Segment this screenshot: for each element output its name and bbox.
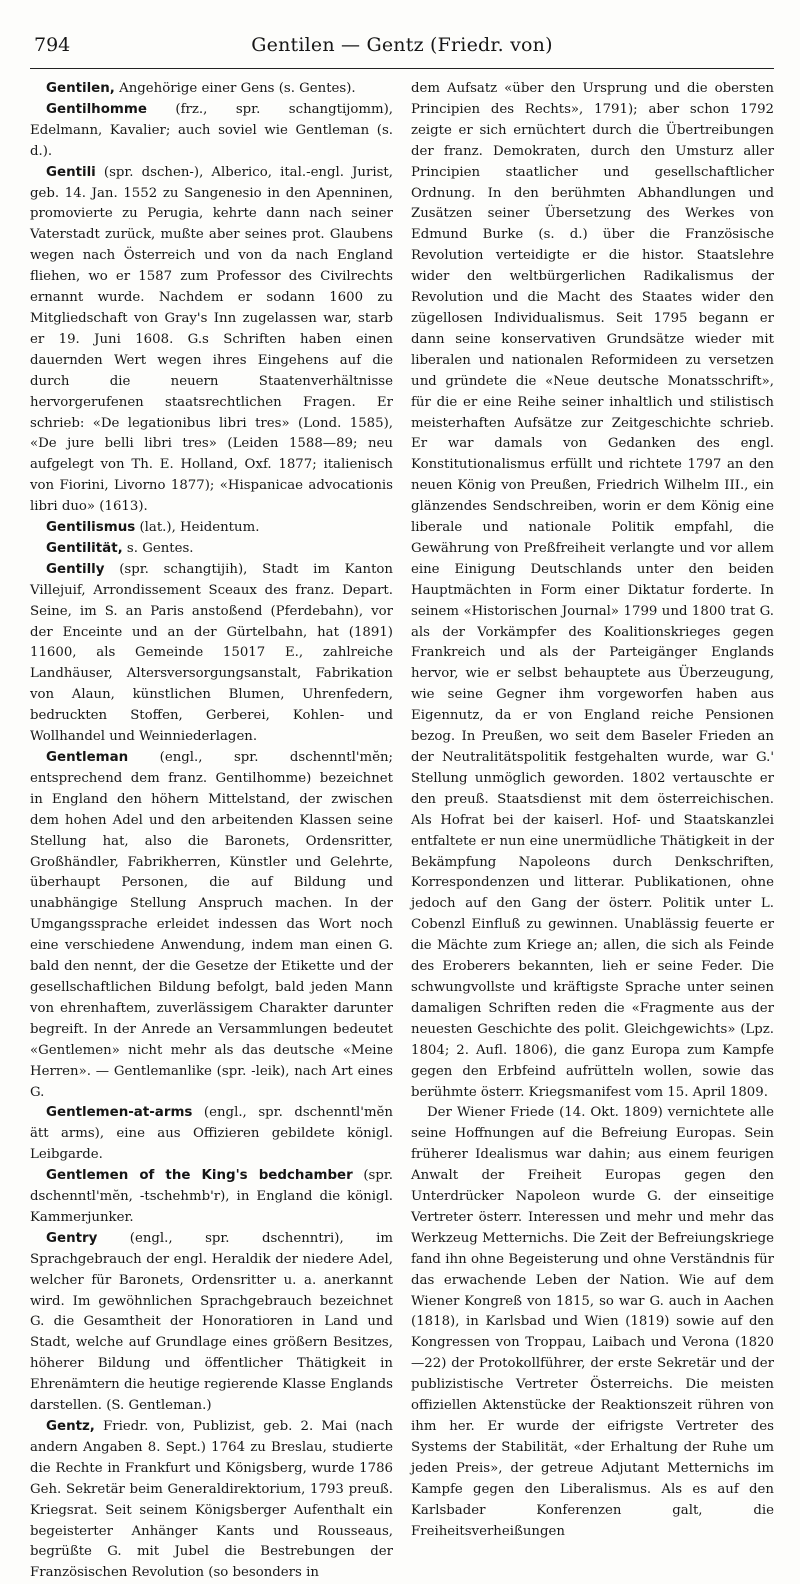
headword: Gentz, [46, 1419, 95, 1434]
headword: Gentry [46, 1230, 98, 1246]
running-head: Gentilen — Gentz (Friedr. von) [251, 34, 553, 56]
headword: Gentili [46, 164, 96, 180]
page-header [30, 28, 774, 69]
entry-gentilitaet [30, 539, 393, 560]
entry-gentilhomme [30, 100, 393, 163]
entry-text: (engl., spr. dschenntl'mĕn ätt arms), eine aus Offizieren gebildete königl. Leibgarde. [30, 1105, 393, 1163]
entry-gentili [30, 163, 393, 518]
entry-text: (spr. dschenntl'mĕn, -tschehmb'r), in England die königl. Kammerjunker. [30, 1168, 393, 1225]
entry-text: Angehörige einer Gens (s. Gentes). [114, 81, 356, 96]
headword: Gentilismus [46, 520, 136, 536]
entry-text: Friedr. von, Publizist, geb. 2. Mai (nach andern Angaben 8. Sept.) 1764 zu Breslau, studierte die Rechte in Frankfurt und Königsberg, wurde 1786 Geh. Sekretär beim Generaldirektorium, 1793 preuß. Kriegsrat. Seit seinem Königsberger Aufenthalt ein begeisterter Anhänger Kants und Rousseaus, begrüßte G. mit Jubel die Bestrebungen der Französischen Revolution (so besonders in [30, 1419, 393, 1581]
entry-text: (engl., spr. dschenntl'mĕn; entsprechend dem franz. Gentilhomme) bezeichnet in England den höhern Mittelstand, der zwischen dem hohen Adel und den arbeitenden Klassen seine Stellung hat, also die Baronets, Ordensritter, Großhändler, Fabrikherren, Künstler und Gelehrte, überhaupt Personen, die auf Bildung und unabhängige Stellung Anspruch machen. In der Umgangssprache erleidet indessen das Wort noch eine verschiedene Anwendung, indem man einen G. bald den nennt, der die Gesetze der Etikette und der gesellschaftlichen Bildung befolgt, bald jeden Mann von ehrenhaftem, zuverlässigem Charakter darunter begreift. In der Anrede an Versammlungen bedeutet «Gentlemen» nicht mehr als das deutsche «Meine Herren». — Gentlemanlike (spr. -leik), nach Art eines G. [30, 750, 393, 1100]
headword: Gentlemen-at-arms [46, 1105, 193, 1121]
entry-gentz [30, 1417, 393, 1584]
entry-text: (engl., spr. dschenntri), im Sprachgebrauch der engl. Heraldik der niedere Adel, welcher für Baronets, Ordensritter u. a. anerkannt wird. Im gewöhnlichen Sprachgebrauch bezeichnet G. die Gesamtheit der Honoratioren in Land und Stadt, welche auf Grundlage eines größern Besitzes, höherer Bildung und öffentlicher Thätigkeit in Ehrenämtern die heutige regierende Klasse Englands darstellen. (S. Gentleman.) [30, 1230, 393, 1414]
entry-text: s. Gentes. [122, 540, 194, 556]
headword: Gentlemen of the King's bedchamber [46, 1168, 353, 1184]
entry-gentz-paragraph: Der Wiener Friede (14. Okt. 1809) vernichtete alle seine Hoffnungen auf die Befreiung Europas. Sein früherer Idealismus war dahin; aus einem feurigen Anwalt der Freiheit Europas gegen den Unterdrücker Napoleon wurde G. der einseitige Vertreter österr. Interessen und mehr und mehr das Werkzeug Metternichs. Die Zeit der Befreiungskriege fand ihn ohne Begeisterung und ohne Verständnis für das erwachende Leben der Nation. Wie auf dem Wiener Kongreß von 1815, so war G. auch in Aachen (1818), in Karlsbad und Wien (1819) sowie auf den Kongressen von Troppau, Laibach und Verona (1820—22) der Protokollführer, der erste Sekretär und der publizistische Vertreter Österreichs. Die meisten offiziellen Aktenstücke der Reaktionszeit rühren von ihm her. Er wurde der eifrigste Vertreter des Systems der Stabilität, «der Erhaltung der Ruhe um jeden Preis», der getreue Adjutant Metternichs im Kampfe gegen den Liberalismus. Als es auf den Karlsbader Konferenzen galt, die Freiheitsverheißungen [411, 1105, 774, 1539]
entry-gentilly [30, 560, 393, 748]
headword: Gentilly [46, 561, 105, 577]
entry-gentilen [30, 79, 393, 100]
entry-text: (spr. dschen-), Alberico, ital.-engl. Jurist, geb. 14. Jan. 1552 zu Sangenesio in den Apenninen, promovierte zu Perugia, kehrte dann nach seiner Vaterstadt zurück, mußte aber seines prot. Glaubens wegen nach Österreich und von da nach England fliehen, wo er 1587 zum Professor des Civilrechts ernannt wurde. Nachdem er sodann 1600 zu Mitgliedschaft von Gray's Inn zugelassen war, starb er 19. Juni 1608. G.s Schriften haben einen dauernden Wert wegen ihres Eingehens auf die durch die neuern Staatenverhältnisse hervorgerufenen staatsrechtlichen Fragen. Er schrieb: «De legationibus libri tres» (Lond. 1585), «De jure belli libri tres» (Leiden 1588—89; neu aufgelegt von Th. E. Holland, Oxf. 1877; italienisch von Fiorini, Livorno 1877); «Hispanicae advocationis libri duo» (1613). [30, 164, 393, 515]
entry-gentilismus [30, 518, 393, 539]
headword: Gentilen, [46, 81, 115, 96]
entry-gentz-continued: dem Aufsatz «über den Ursprung und die obersten Principien des Rechts», 1791); aber schon 1792 zeigte er sich ernüchtert durch die Übertreibungen der franz. Demokraten, durch den Umsturz aller Principien staatlicher und gesellschaftlicher Ordnung. In den berühmten Abhandlungen und Zusätzen seiner Übersetzung des Werkes von Edmund Burke (s. d.) über die Französische Revolution verteidigte er die histor. Staatslehre wider den weltbürgerlichen Radikalismus der Revolution und die Macht des Staates wider den zügellosen Individualismus. Seit 1795 begann er dann seine konservativen Grundsätze wieder mit liberalen und nationalen Reformideen zu versetzen und gründete die «Neue deutsche Monatsschrift», für die er eine Reihe seiner inhaltlich und stilistisch meisterhaften Aufsätze zur Zeitgeschichte schrieb. Er war damals von Gedanken des engl. Konstitutionalismus erfüllt und richtete 1797 an den neuen König von Preußen, Friedrich Wilhelm III., ein glänzendes Sendschreiben, worin er dem König eine liberale und nationale Politik empfahl, die Gewährung von Preßfreiheit verlangte und vor allem eine Einigung Deutschlands unter den beiden Hauptmächten in Form einer Diktatur forderte. In seinem «Historischen Journal» 1799 und 1800 trat G. als der Vorkämpfer des Koalitionskrieges gegen Frankreich und als der Parteigänger Englands hervor, wie er selbst behauptete aus Überzeugung, wie seine Gegner ihm vorgeworfen haben aus Eigennutz, da er von England reiche Pensionen bezog. In Preußen, wo seit dem Baseler Frieden an der Neutralitätspolitik festgehalten wurde, war G.' Stellung unmöglich geworden. 1802 vertauschte er den preuß. Staatsdienst mit dem österreichischen. Als Hofrat bei der kaiserl. Hof- und Staatskanzlei entfaltete er nun eine unermüdliche Thätigkeit in der Bekämpfung Napoleons durch Denkschriften, Korrespondenzen und litterar. Publikationen, ohne jedoch auf den Gang der österr. Politik unter L. Cobenzl Einfluß zu gewinnen. Unablässig feuerte er die Mächte zum Kriege an; allen, die sich als Feinde des Eroberers bekannten, lieh er seine Feder. Die schwungvollste und kräftigste Sprache unter seinen damaligen Schriften reden die «Fragmente aus der neuesten Geschichte des polit. Gleichgewichts» (Lpz. 1804; 2. Aufl. 1806), die ganz Europa zum Kampfe gegen den Erbfeind aufrütteln wollen, sowie das berühmte österr. Kriegsmanifest vom 15. April 1809. [411, 81, 774, 1100]
entry-gentleman [30, 748, 393, 1103]
entry-text: (frz., spr. schangtijomm), Edelmann, Kavalier; auch soviel wie Gentleman (s. d.). [30, 101, 393, 159]
entry-text: (lat.), Heidentum. [135, 520, 260, 536]
headword: Gentilhomme [46, 101, 147, 117]
headword: Gentleman [46, 750, 129, 765]
text-columns [30, 79, 774, 1581]
entry-gentlemen-bedchamber [30, 1166, 393, 1229]
page-number: 794 [34, 34, 71, 56]
headword: Gentilität, [46, 540, 123, 556]
entry-gentlemen-at-arms [30, 1103, 393, 1166]
entry-text: (spr. schangtijih), Stadt im Kanton Villejuif, Arrondissement Sceaux des franz. Depart. Seine, im S. an Paris anstoßend (Pferdebahn), vor der Enceinte und an der Gürtelbahn, hat (1891) 11600, als Gemeinde 15017 E., zahlreiche Landhäuser, Altersversorgungsanstalt, Fabrikation von Alaun, künstlichen Blumen, Uhrenfedern, bedruckten Stoffen, Gerberei, Kohlen- und Wollhandel und Weinniederlagen. [30, 561, 393, 745]
left-column [30, 79, 393, 1581]
entry-gentry [30, 1229, 393, 1417]
right-column [411, 79, 774, 1539]
